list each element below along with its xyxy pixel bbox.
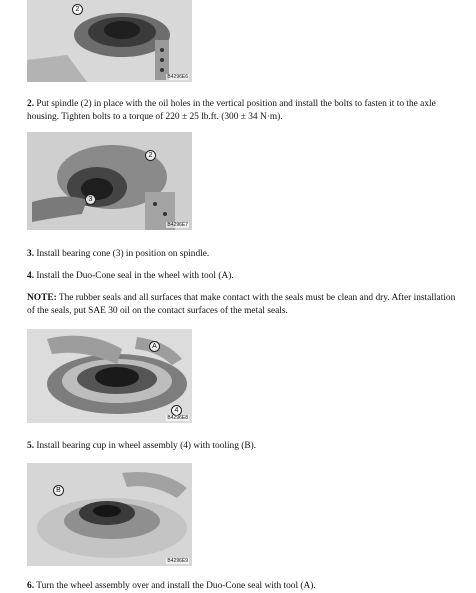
step-2 [27, 98, 457, 124]
step-number: 4. [27, 271, 35, 281]
callout-figure3-4: 4 [171, 405, 182, 416]
bearing-cone-illustration [27, 132, 192, 230]
figure-duo-cone-seal [27, 329, 192, 423]
callout-figure2-2: 2 [145, 150, 156, 161]
callout-figure2-3: 3 [85, 194, 96, 205]
step-text: Turn the wheel assembly over and install the Duo-Cone seal with tool (A). [36, 581, 316, 591]
step-number: 2. [27, 99, 35, 109]
step-3 [27, 248, 457, 261]
callout-figure3-a: A [149, 341, 160, 352]
figure-bearing-cup [27, 463, 192, 566]
figure-code: B4296E6 [167, 74, 188, 80]
figure-code: B4296E7 [167, 222, 188, 228]
step-text: Put spindle (2) in place with the oil holes in the vertical position and install the bolts to fasten it to the axle housing. Tighten bolts to a torque of 220 ± 25 lb.ft. (300 ± 34 N·m). [27, 99, 436, 122]
spindle-hub-illustration [27, 0, 192, 82]
note [27, 292, 457, 318]
step-4 [27, 270, 457, 283]
figure-code: B4296E9 [167, 558, 188, 564]
duo-cone-seal-illustration [27, 329, 192, 423]
callout-figure4-b: B [53, 485, 64, 496]
figure-spindle-hub [27, 0, 192, 82]
step-number: 3. [27, 249, 35, 259]
step-6 [27, 580, 457, 593]
bearing-cup-illustration [27, 463, 192, 566]
figure-code: B4296E8 [167, 415, 188, 421]
figure-bearing-cone [27, 132, 192, 230]
callout-figure1-1: 2 [72, 4, 83, 15]
note-text: The rubber seals and all surfaces that make contact with the seals must be clean and dry. After installation of the seals, put SAE 30 oil on the contact surfaces of the metal seals. [27, 293, 456, 316]
step-text: Install the Duo-Cone seal in the wheel with tool (A). [36, 271, 234, 281]
step-number: 6. [27, 581, 35, 591]
note-label: NOTE: [27, 293, 57, 303]
step-number: 5. [27, 441, 35, 451]
step-text: Install bearing cone (3) in position on spindle. [36, 249, 210, 259]
step-text: Install bearing cup in wheel assembly (4) with tooling (B). [36, 441, 257, 451]
step-5 [27, 440, 457, 453]
